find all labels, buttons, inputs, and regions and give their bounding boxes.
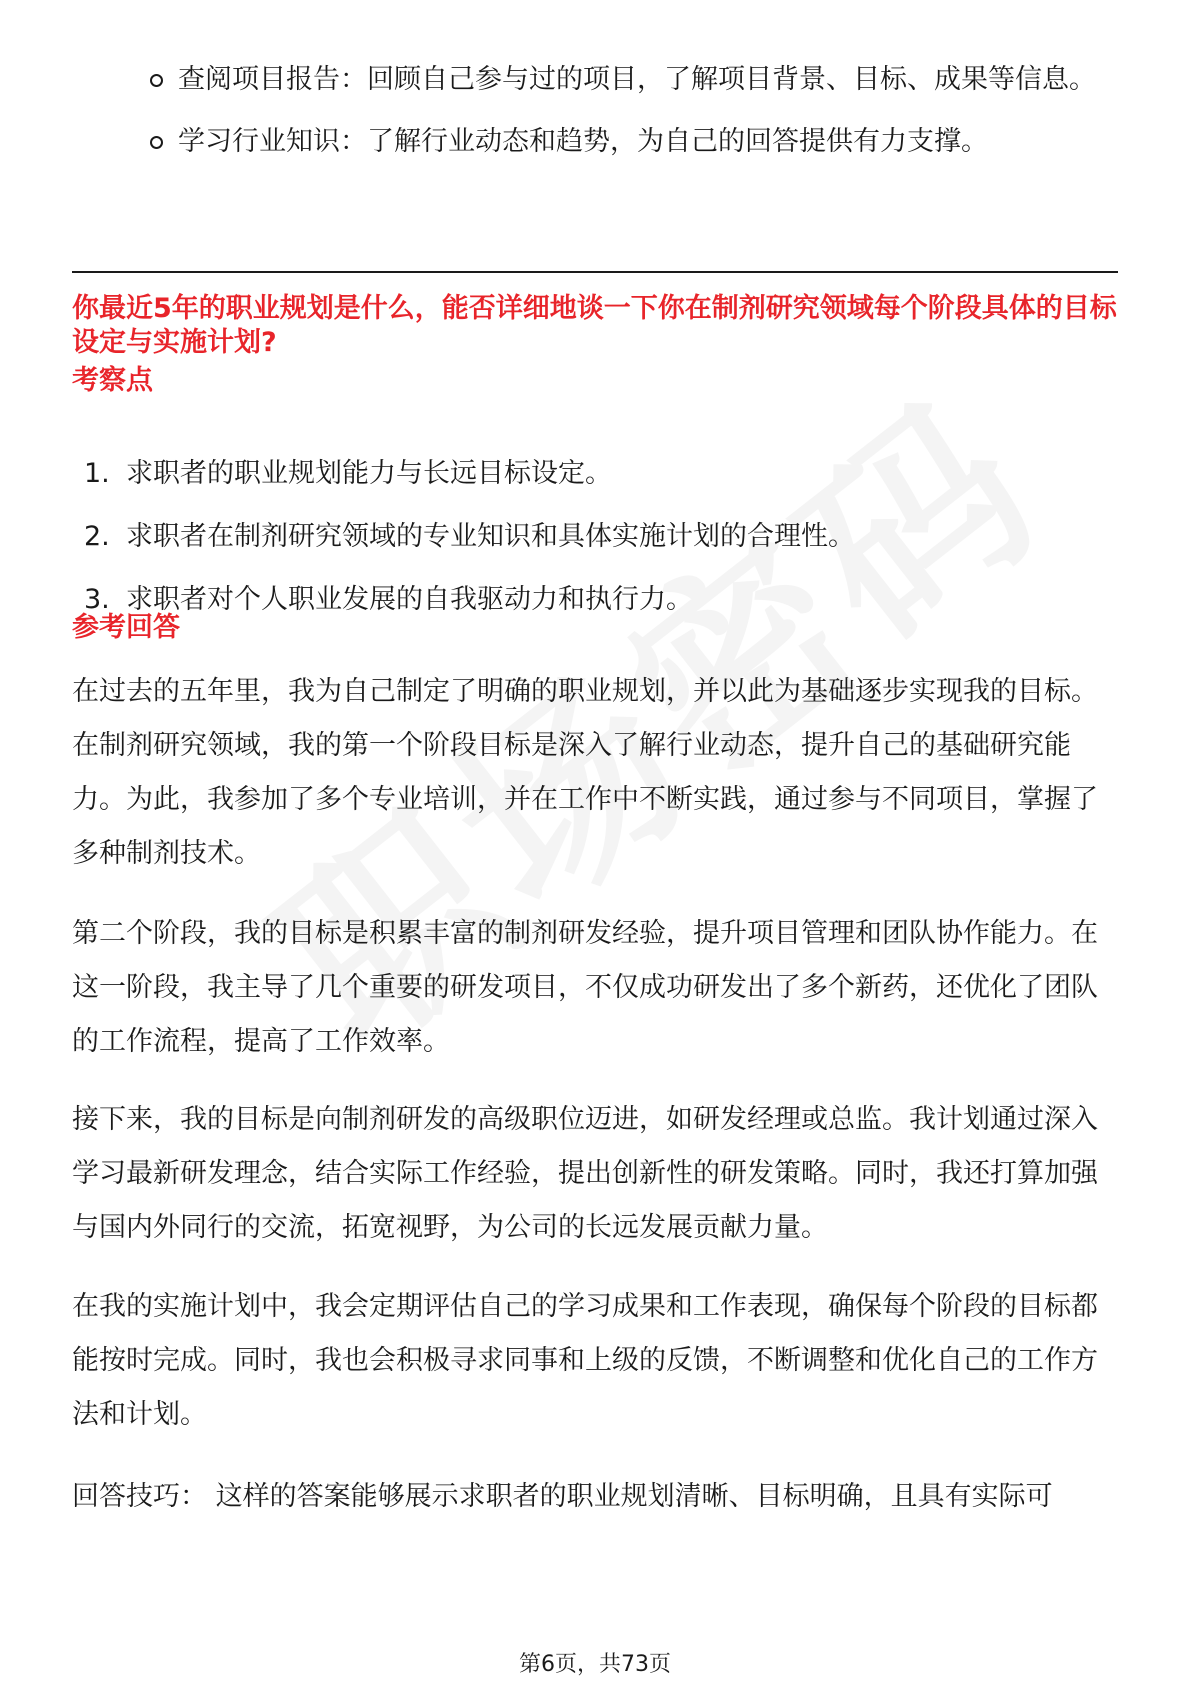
paragraph: 接下来，我的目标是向制剂研发的高级职位迈进，如研发经理或总监。我计划通过深入学习最新研发理念，结合实际工作经验，提出创新性的研发策略。同时，我还打算加强与国内外同行的交流，拓宽视野，为公司的长远发展贡献力量。 — [72, 1104, 1098, 1243]
list-item — [84, 517, 1114, 557]
item-number: 3. — [84, 584, 110, 615]
item-text: 求职者在制剂研究领域的专业知识和具体实施计划的合理性。 — [126, 521, 855, 552]
bullet-text: 学习行业知识：了解行业动态和趋势，为自己的回答提供有力支撑。 — [178, 126, 988, 157]
bullet-text: 查阅项目报告：回顾自己参与过的项目，了解项目背景、目标、成果等信息。 — [178, 64, 1096, 95]
circle-bullet-icon — [150, 74, 163, 87]
circle-bullet-icon — [150, 136, 163, 149]
paragraph: 第二个阶段，我的目标是积累丰富的制剂研发经验，提升项目管理和团队协作能力。在这一阶段，我主导了几个重要的研发项目，不仅成功研发出了多个新药，还优化了团队的工作流程，提高了工作效率。 — [72, 918, 1098, 1057]
focus-list — [84, 454, 1114, 643]
list-item — [84, 454, 1114, 494]
answer-tip: 回答技巧： 这样的答案能够展示求职者的职业规划清晰、目标明确，且具有实际可 — [72, 1481, 1053, 1512]
bullet-list — [150, 52, 1110, 176]
item-text: 求职者的职业规划能力与长远目标设定。 — [126, 458, 612, 489]
answer-title: 参考回答 — [72, 612, 180, 643]
item-text: 求职者对个人职业发展的自我驱动力和执行力。 — [126, 584, 693, 615]
item-number: 2. — [84, 521, 110, 552]
item-number: 1. — [84, 458, 110, 489]
page-number: 第6页，共73页 — [519, 1652, 671, 1677]
list-item — [150, 114, 1110, 170]
list-item — [150, 52, 1110, 108]
focus-title: 考察点 — [72, 365, 153, 396]
paragraph: 在过去的五年里，我为自己制定了明确的职业规划，并以此为基础逐步实现我的目标。在制剂研究领域，我的第一个阶段目标是深入了解行业动态，提升自己的基础研究能力。为此，我参加了多个专业培训，并在工作中不断实践，通过参与不同项目，掌握了多种制剂技术。 — [72, 676, 1098, 869]
paragraph: 在我的实施计划中，我会定期评估自己的学习成果和工作表现，确保每个阶段的目标都能按时完成。同时，我也会积极寻求同事和上级的反馈，不断调整和优化自己的工作方法和计划。 — [72, 1291, 1098, 1430]
divider — [72, 271, 1118, 273]
question-heading: 你最近5年的职业规划是什么，能否详细地谈一下你在制剂研究领域每个阶段具体的目标设定与实施计划? — [72, 293, 1117, 358]
list-item — [84, 580, 1114, 620]
